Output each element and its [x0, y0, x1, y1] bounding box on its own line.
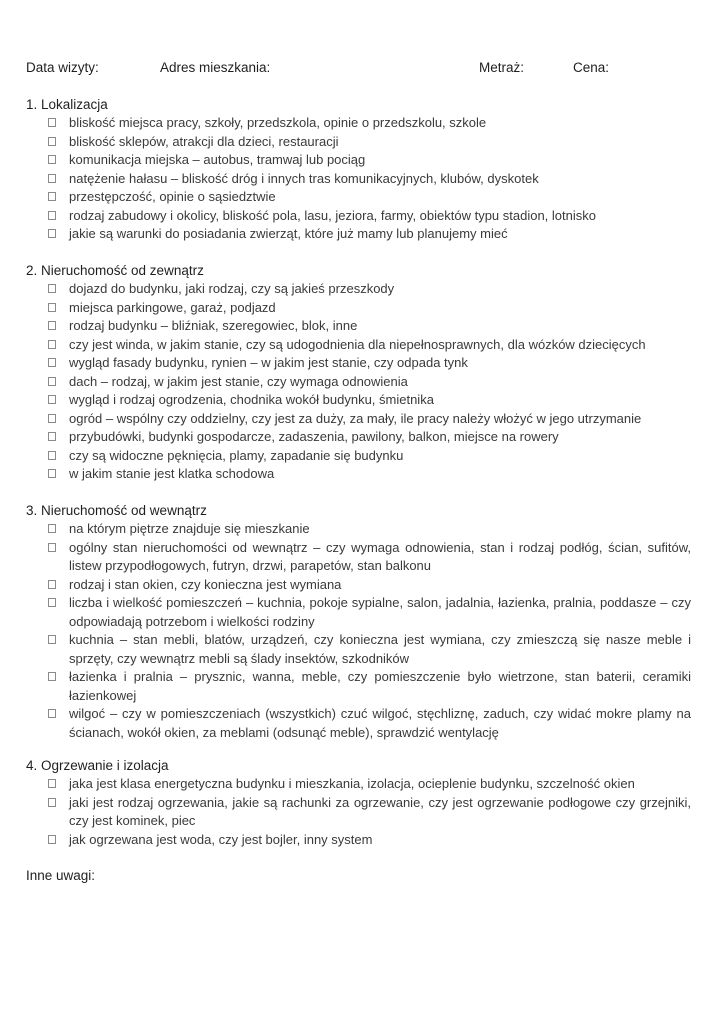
section-title: 1. Lokalizacja — [26, 97, 108, 112]
checkbox-icon[interactable] — [48, 137, 56, 146]
section-heating — [26, 757, 691, 849]
checklist-item: miejsca parkingowe, garaż, podjazd — [26, 299, 691, 318]
checklist-item: wygląd fasady budynku, rynien – w jakim jest stanie, czy odpada tynk — [26, 354, 691, 373]
checkbox-icon[interactable] — [48, 358, 56, 367]
checklist-item: czy jest winda, w jakim stanie, czy są udogodnienia dla niepełnosprawnych, dla wózków dziecięcych — [26, 336, 691, 355]
checkbox-icon[interactable] — [48, 432, 56, 441]
checkbox-icon[interactable] — [48, 377, 56, 386]
checkbox-icon[interactable] — [48, 451, 56, 460]
checklist-item: jak ogrzewana jest woda, czy jest bojler, inny system — [26, 831, 691, 850]
checkbox-icon[interactable] — [48, 598, 56, 607]
checklist-item: dojazd do budynku, jaki rodzaj, czy są jakieś przeszkody — [26, 280, 691, 299]
checklist-item: rodzaj i stan okien, czy konieczna jest wymiana — [26, 576, 691, 595]
section-exterior — [26, 262, 691, 484]
checklist-item: jakie są warunki do posiadania zwierząt, które już mamy lub planujemy mieć — [26, 225, 691, 244]
section-location — [26, 96, 691, 244]
section-title: 3. Nieruchomość od wewnątrz — [26, 503, 207, 518]
checklist-item: wygląd i rodzaj ogrodzenia, chodnika wokół budynku, śmietnika — [26, 391, 691, 410]
checkbox-icon[interactable] — [48, 284, 56, 293]
checkbox-icon[interactable] — [48, 118, 56, 127]
checklist-item: czy są widoczne pęknięcia, plamy, zapadanie się budynku — [26, 447, 691, 466]
checklist-item: jaka jest klasa energetyczna budynku i mieszkania, izolacja, ocieplenie budynku, szczelność okien — [26, 775, 691, 794]
section-title: 2. Nieruchomość od zewnątrz — [26, 263, 204, 278]
checklist-item: liczba i wielkość pomieszczeń – kuchnia, pokoje sypialne, salon, jadalnia, łazienka, pralnia, poddasze – czy odpowiadają potrzebom i wielkości rodziny — [26, 594, 691, 631]
checkbox-icon[interactable] — [48, 340, 56, 349]
checklist-item: rodzaj zabudowy i okolicy, bliskość pola, lasu, jeziora, farmy, obiektów typu stadion, lotnisko — [26, 207, 691, 226]
checklist-item: dach – rodzaj, w jakim jest stanie, czy wymaga odnowienia — [26, 373, 691, 392]
checklist-item: kuchnia – stan mebli, blatów, urządzeń, czy konieczna jest wymiana, czy zmieszczą się nasze meble i sprzęty, czy wewnątrz mebli są ślady insektów, szkodników — [26, 631, 691, 668]
checkbox-icon[interactable] — [48, 211, 56, 220]
checkbox-icon[interactable] — [48, 321, 56, 330]
checklist-item: natężenie hałasu – bliskość dróg i innych tras komunikacyjnych, klubów, dyskotek — [26, 170, 691, 189]
checklist-item: ogród – wspólny czy oddzielny, czy jest za duży, za mały, ile pracy należy włożyć w jego utrzymanie — [26, 410, 691, 429]
checklist-item: przestępczość, opinie o sąsiedztwie — [26, 188, 691, 207]
checkbox-icon[interactable] — [48, 174, 56, 183]
checkbox-icon[interactable] — [48, 303, 56, 312]
checkbox-icon[interactable] — [48, 469, 56, 478]
checkbox-icon[interactable] — [48, 155, 56, 164]
checkbox-icon[interactable] — [48, 192, 56, 201]
checkbox-icon[interactable] — [48, 580, 56, 589]
checklist-item: przybudówki, budynki gospodarcze, zadaszenia, pawilony, balkon, miejsce na rowery — [26, 428, 691, 447]
checklist-item: jaki jest rodzaj ogrzewania, jakie są rachunki za ogrzewanie, czy jest ogrzewanie podłogowe czy grzejniki, czy jest kominek, piec — [26, 794, 691, 831]
checklist-item: na którym piętrze znajduje się mieszkanie — [26, 520, 691, 539]
checklist-item: ogólny stan nieruchomości od wewnątrz – czy wymaga odnowienia, stan i rodzaj podłóg, ścian, sufitów, listew przypodłogowych, futryn, drzwi, parapetów, stan balkonu — [26, 539, 691, 576]
checkbox-icon[interactable] — [48, 395, 56, 404]
visit-date-label: Data wizyty: — [26, 60, 99, 75]
area-label: Metraż: — [479, 60, 525, 75]
checkbox-icon[interactable] — [48, 524, 56, 533]
checkbox-icon[interactable] — [48, 543, 56, 552]
checklist-item: rodzaj budynku – bliźniak, szeregowiec, blok, inne — [26, 317, 691, 336]
checklist-item: w jakim stanie jest klatka schodowa — [26, 465, 691, 484]
other-notes-label: Inne uwagi: — [26, 868, 96, 883]
visit-header — [26, 60, 706, 80]
checkbox-icon[interactable] — [48, 709, 56, 718]
checklist-item: łazienka i pralnia – prysznic, wanna, meble, czy pomieszczenie było wietrzone, stan baterii, ceramiki łazienkowej — [26, 668, 691, 705]
checkbox-icon[interactable] — [48, 798, 56, 807]
checkbox-icon[interactable] — [48, 672, 56, 681]
price-label: Cena: — [573, 60, 610, 75]
checkbox-icon[interactable] — [48, 414, 56, 423]
section-interior — [26, 502, 691, 742]
address-label: Adres mieszkania: — [160, 60, 271, 75]
checkbox-icon[interactable] — [48, 635, 56, 644]
checklist-item: komunikacja miejska – autobus, tramwaj lub pociąg — [26, 151, 691, 170]
checklist-item: bliskość sklepów, atrakcji dla dzieci, restauracji — [26, 133, 691, 152]
checklist-item: wilgoć – czy w pomieszczeniach (wszystkich) czuć wilgoć, stęchliznę, zaduch, czy widać mokre plamy na ścianach, wokół okien, za meblami (odsunąć meble), sprawdzić wentylację — [26, 705, 691, 742]
checklist-item: bliskość miejsca pracy, szkoły, przedszkola, opinie o przedszkolu, szkole — [26, 114, 691, 133]
checkbox-icon[interactable] — [48, 779, 56, 788]
checkbox-icon[interactable] — [48, 229, 56, 238]
checkbox-icon[interactable] — [48, 835, 56, 844]
section-title: 4. Ogrzewanie i izolacja — [26, 758, 169, 773]
